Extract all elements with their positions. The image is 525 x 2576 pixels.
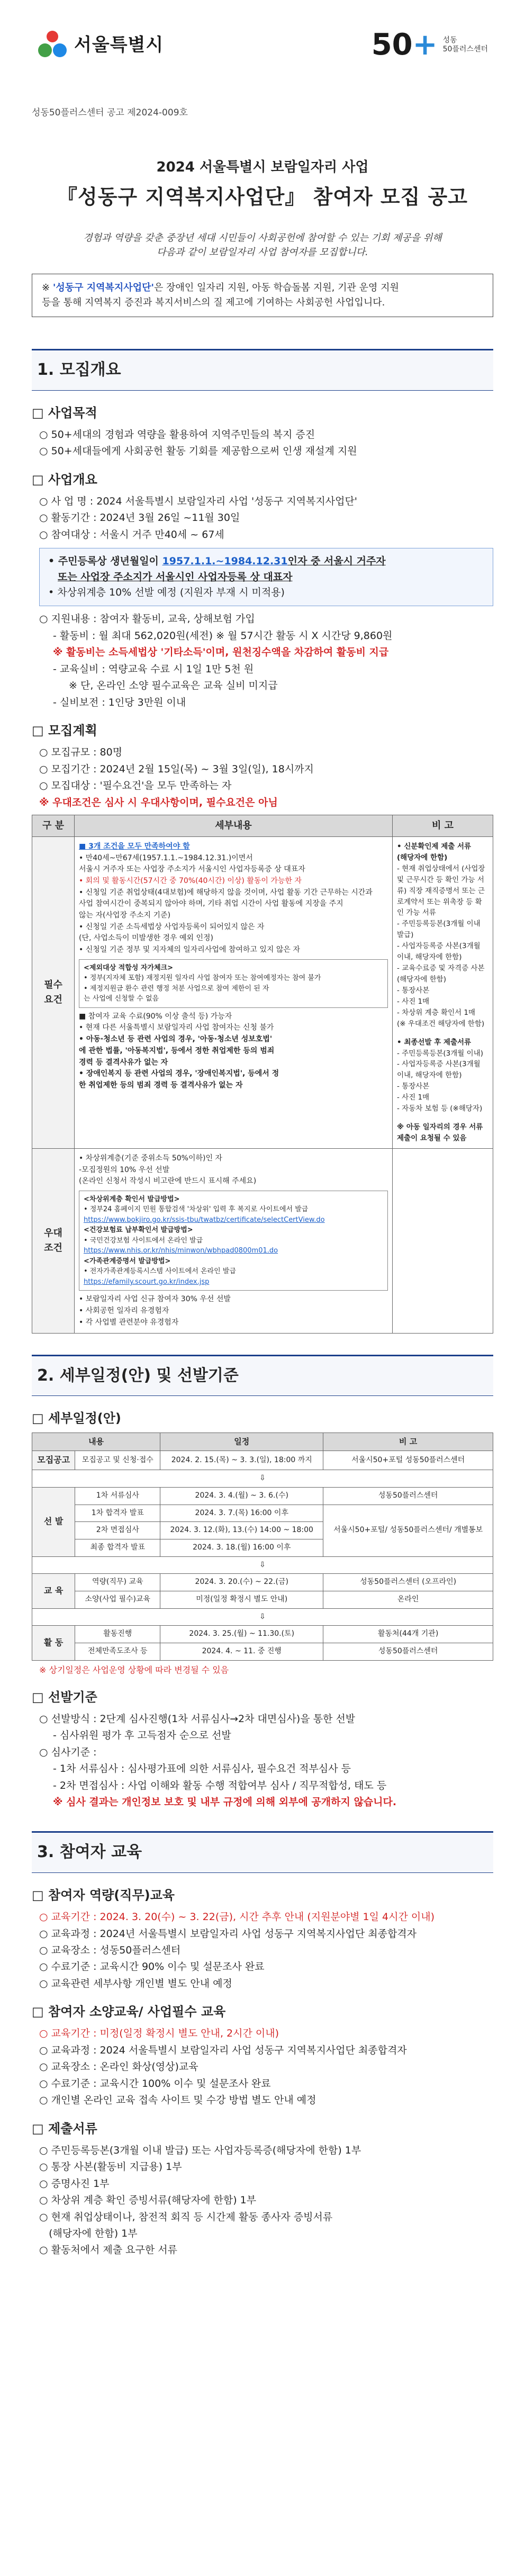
schedule-heading: □ 세부일정(안) <box>32 1411 121 1426</box>
overview-heading: □ 사업개요 <box>32 472 97 487</box>
program-summary-box: ※ '성동구 지역복지사업단'은 장애인 일자리 지원, 아동 학습돌봄 지원, 기관 운영 지원 등을 통해 지역복지 증진과 복지서비스의 질 제고에 기여하는 사회공헌 사업입니다. <box>32 274 493 317</box>
edu2-item: ○ 교육기간 : 미정(일정 확정시 별도 안내, 2시간 이내) <box>39 2028 279 2040</box>
docs-item: (해당자에 한함) 1부 <box>39 2228 138 2240</box>
fifty-plus-logo-mark: 50+ <box>371 27 438 62</box>
eligibility-row-required <box>32 836 493 1148</box>
recruit-warning: ※ 우대조건은 심사 시 우대사항이며, 필수요건은 아님 <box>39 796 278 808</box>
edu2-item: ○ 수료기준 : 교육시간 100% 이수 및 설문조사 완료 <box>39 2077 271 2089</box>
purpose-heading: □ 사업목적 <box>32 405 97 420</box>
bokjiro-link[interactable]: https://www.bokjiro.go.kr/ssis-tbu/twatbz/certificate/selectCertView.do <box>84 1215 325 1224</box>
seoul-logo-text: 서울특별시 <box>74 34 164 56</box>
table-row: 전체만족도조사 등 2024. 4. ~ 11. 중 진행 성동50플러스센터 <box>32 1643 493 1661</box>
edu1-item: ○ 수료기준 : 교육시간 90% 이수 및 설문조사 완료 <box>39 1961 265 1973</box>
support-item: ○ 지원내용 : 참여자 활동비, 교육, 상해보험 가입 <box>39 613 255 625</box>
criteria-item: ○ 선발방식 : 2단계 심사진행(1차 서류심사→2차 대면심사)을 통한 선발 <box>39 1713 356 1725</box>
fifty-plus-logo <box>372 22 488 68</box>
schedule-header-note: 비 고 <box>323 1433 493 1451</box>
criteria-warning: ※ 심사 결과는 개인정보 보호 및 내부 규정에 의해 외부에 공개하지 않습니다. <box>53 1796 397 1808</box>
seoul-logo <box>37 30 164 60</box>
seoul-logo-icon <box>37 30 68 60</box>
preferred-label: 우대 조건 <box>32 1148 75 1333</box>
recruit-item: ○ 모집기간 : 2024년 2월 15일(목) ~ 3월 3일(일), 18시까지 <box>39 763 314 775</box>
eligibility-header-note: 비 고 <box>393 815 493 837</box>
docs-item: ○ 활동처에서 제출 요구한 서류 <box>39 2244 177 2256</box>
self-check-box: <제외대상 적합성 자가체크> • 정부(지자체 포함) 재정지원 일자리 사업 참여자 또는 참여예정자는 참여 불가 • 제정지원금 환수 관련 행정 처분 사업으로 참여 제한이 된 자 는 사업에 신청할 수 없음 <box>79 959 388 1008</box>
section-1-title: 1. 모집개요 <box>32 349 493 391</box>
page-title: 『성동구 지역복지사업단』 참여자 모집 공고 <box>57 185 468 209</box>
schedule-header-date: 일정 <box>160 1433 323 1451</box>
purpose-item: ○ 50+세대들에게 사회공헌 활동 기회를 제공함으로써 인생 재설계 지원 <box>39 445 357 457</box>
criteria-item: ○ 심사기준 : <box>39 1746 97 1758</box>
edu2-item: ○ 개인별 온라인 교육 접속 사이트 및 수강 방법 별도 안내 예정 <box>39 2094 316 2106</box>
criteria-heading: □ 선발기준 <box>32 1689 97 1705</box>
document-guide-box: <차상위계층 확인서 발급방법> • 정부24 홈페이지 민원 통합검색 '차상위' 입력 후 복지로 사이트에서 발급 https://www.bokjiro.go.kr/ssis-tbu/twatbz/certificate/selectCertView.do <건강보험료 납부확인서 발급방법> • 국민건강보험 사이트에서 온라인 발급 https://www.nhis.or.kr/nhis/minwon/wbhpad0800m01.do <가족관계증명서 발급방법> • 전자가족관계등록시스템 사이트에서 온라인 발급 https://efamily.scourt.go.kr/index.jsp <box>79 1191 388 1291</box>
overview-item: ○ 사 업 명 : 2024 서울특별시 보람일자리 사업 '성동구 지역복지사업단' <box>39 495 358 507</box>
eligibility-header-detail: 세부내용 <box>75 815 393 837</box>
edu-cost-item: - 교육실비 : 역량교육 수료 시 1일 1만 5천 원 <box>53 663 254 675</box>
section-2-title: 2. 세부일정(안) 및 선발기준 <box>32 1355 493 1397</box>
meal-cost-item: - 실비보전 : 1인당 3만원 이내 <box>53 696 186 708</box>
table-row: 최종 합격자 발표 2024. 3. 18.(월) 16:00 이후 <box>32 1539 493 1557</box>
edu2-item: ○ 교육장소 : 온라인 화상(영상)교육 <box>39 2061 198 2073</box>
recruit-heading: □ 모집계획 <box>32 723 97 738</box>
docs-heading: □ 제출서류 <box>32 2121 97 2136</box>
docs-item: ○ 통장 사본(활동비 지급용) 1부 <box>39 2161 182 2173</box>
preferred-detail: • 차상위계층(기준 중위소득 50%이하)인 자 -모집정원의 10% 우선 선발 (온라인 신청서 작성시 비고란에 반드시 표시해 주세요) <차상위계층 확인서 발급방법> • 정부24 홈페이지 민원 통합검색 '차상위' 입력 후 복지로 사이트에서 발급 https://www.bokjiro.go.kr/ssis-tbu/twatbz/certificate/selectCertView.do <건강보험료 납부확인서 발급방법> • 국민건강보험 사이트에서 온라인 발급 https://www.nhis.or.kr/nhis/minwon/wbhpad0800m01.do <가족관계증명서 발급방법> • 전자가족관계등록시스템 사이트에서 온라인 발급 https://efamily.scourt.go.kr/index.jsp • 보람일자리 사업 신규 참여자 30% 우선 선발 • 사회공헌 일자리 유경험자 • 각 사업별 관련분야 유경험자 <box>75 1148 393 1333</box>
docs-item: ○ 주민등록등본(3개월 이내 발급) 또는 사업자등록증(해당자에 한함) 1부 <box>39 2144 361 2156</box>
edu2-item: ○ 교육과정 : 2024 서울특별시 보람일자리 사업 성동구 지역복지사업단 최종합격자 <box>39 2044 407 2056</box>
required-detail: ■ 3개 조건을 모두 만족하여야 함 • 만40세~만67세(1957.1.1.~1984.12.31.)이면서 서울시 거주자 또는 사업장 주소지가 서울시인 사업자등록증 상 대표자 • 회의 및 활동시간(57시간 중 70%(40시간) 이상) 활동이 가능한 자 • 신청일 기준 취업상태(4대보험)에 해당하지 않을 것이며, 사업 활동 기간 근무하는 시간과 사업 참여시간이 중복되지 않아야 하며, 기타 취업 시간이 사업 활동에 지장을 주지 않는 자(사업장 주소지 기준) • 신청일 기준 소득세법상 사업자등록이 되어있지 않은 자 (단, 사업소득이 미발생한 경우 예외 인정) • 신청일 기준 정부 및 지자체의 일자리사업에 참여하고 있지 않은 자 <제외대상 적합성 자가체크> • 정부(지자체 포함) 재정지원 일자리 사업 참여자 또는 참여예정자는 참여 불가 • 제정지원금 환수 관련 행정 처분 사업으로 참여 제한이 된 자 는 사업에 신청할 수 없음 ■ 참여자 교육 수료(90% 이상 출석 등) 가능자 • 현재 다른 서울특별시 보람일자리 사업 참여자는 신청 불가 • 아동·청소년 등 관련 사업의 경우, '아동·청소년 성보호법' 에 관한 법률, '아동복지법', 등에서 정한 취업제한 등의 범죄 경력 등 결격사유가 없는 자 • 장애인복지 등 관련 사업의 경우, '장애인복지법', 등에서 정 한 취업제한 등의 범죄 경력 등 결격사유가 없는 자 <box>75 836 393 1148</box>
eligibility-highlight-box: • 주민등록상 생년월일이 1957.1.1.~1984.12.31인자 중 서울시 거주자 또는 사업장 주소지가 서울시인 사업자등록 상 대표자 • 차상위계층 10% 선발 예정 (지원자 부재 시 미적용) <box>39 548 493 606</box>
table-row: 1차 합격자 발표 2024. 3. 7.(목) 16:00 이후 서울시50+포털/ 성동50플러스센터/ 개별통보 <box>32 1505 493 1522</box>
eligibility-row-preferred <box>32 1148 493 1333</box>
edu1-heading: □ 참여자 역량(직무)교육 <box>32 1887 175 1903</box>
edu1-item: ○ 교육과정 : 2024년 서울특별시 보람일자리 사업 성동구 지역복지사업단 최종합격자 <box>39 1928 417 1940</box>
edu-cost-note: ※ 단, 온라인 소양 필수교육은 교육 실비 미지급 <box>69 680 278 692</box>
pay-warning: ※ 활동비는 소득세법상 '기타소득'이며, 원천징수액을 차감하여 활동비 지급 <box>53 646 389 659</box>
recruit-item: ○ 모집대상 : '필수요건'을 모두 만족하는 자 <box>39 780 232 792</box>
nhis-link[interactable]: https://www.nhis.or.kr/nhis/minwon/wbhpad0800m01.do <box>84 1247 278 1255</box>
efamily-link[interactable]: https://efamily.scourt.go.kr/index.jsp <box>84 1277 210 1286</box>
header-logos <box>32 0 493 90</box>
edu1-item: ○ 교육관련 세부사항 개인별 별도 안내 예정 <box>39 1977 232 1989</box>
table-row: 2차 면접심사 2024. 3. 12.(화), 13.(수) 14:00 ~ 18:00 <box>32 1522 493 1539</box>
table-row: 활 동 활동진행 2024. 3. 25.(월) ~ 11.30.(토) 활동처(44개 기관) <box>32 1626 493 1643</box>
edu2-heading: □ 참여자 소양교육/ 사업필수 교육 <box>32 2004 226 2020</box>
docs-item: ○ 차상위 계층 확인 증빙서류(해당자에 한함) 1부 <box>39 2194 257 2206</box>
recruit-item: ○ 모집규모 : 80명 <box>39 746 123 759</box>
edu1-item: ○ 교육기간 : 2024. 3. 20(수) ~ 3. 22(금), 시간 추후 안내 (지원분야별 1일 4시간 이내) <box>39 1911 435 1923</box>
schedule-table: 내용 일정 비 고 모집공고 모집공고 및 신청·접수 2024. 2. 15.(목) ~ 3. 3.(일), 18:00 까지 서울시50+포털 성동50플러스센터 ⇩ 선 발 1차 서류심사 2024. 3. 4.(월) ~ 3. 6.(수) 성동50플러스센터 1차 합격자 발표 2024. 3. 7.(목) 16:00 이후 서울시50+포털/ 성동50플러스센터/ 개별통보 2차 면접심사 2024. 3. 12.(화), 13.(수) 14:00 ~ 18:00 최종 합격자 발표 2024. 3. 18.(월) 16:00 이후 ⇩ 교 육 역량(직무) 교육 2024. 3. 20.(수) ~ 22.(금) 성동50플러스센터 (오프라인) 소양(사업 필수)교육 미정(일정 확정시 별도 안내) 온라인 ⇩ 활 동 활동진행 2024. 3. 25.(월) ~ 11.30.(토) 활동처(44개 기관) 전체만족도조사 등 2024. 4. ~ 11. 중 진행 성동50플러스센터 <box>32 1433 493 1661</box>
docs-item: ○ 현재 취업상태이나, 참전적 회직 등 시간제 활동 종사자 증빙서류 <box>39 2211 333 2223</box>
table-row: 교 육 역량(직무) 교육 2024. 3. 20.(수) ~ 22.(금) 성동50플러스센터 (오프라인) <box>32 1574 493 1591</box>
edu1-item: ○ 교육장소 : 성동50플러스센터 <box>39 1944 181 1956</box>
section-3-title: 3. 참여자 교육 <box>32 1831 493 1873</box>
eligibility-table <box>32 815 493 1333</box>
required-label: 필수 요건 <box>32 836 75 1148</box>
intro-text: 경험과 역량을 갖춘 중장년 세대 시민들이 사회공헌에 참여할 수 있는 기회 제공을 위해 다음과 같이 보람일자리 사업 참여자를 모집합니다. <box>83 232 442 258</box>
criteria-item: - 2차 면접심사 : 사업 이해와 활동 수행 적합여부 심사 / 직무적합성, 태도 등 <box>53 1779 387 1791</box>
overview-item: ○ 참여대상 : 서울시 거주 만40세 ~ 67세 <box>39 528 224 541</box>
schedule-header-content: 내용 <box>32 1433 160 1451</box>
notice-number: 성동50플러스센터 공고 제2024-009호 <box>32 107 188 118</box>
table-row: 선 발 1차 서류심사 2024. 3. 4.(월) ~ 3. 6.(수) 성동50플러스센터 <box>32 1487 493 1505</box>
purpose-item: ○ 50+세대의 경험과 역량을 활용하여 지역주민들의 복지 증진 <box>39 428 315 440</box>
table-row: 소양(사업 필수)교육 미정(일정 확정시 별도 안내) 온라인 <box>32 1591 493 1609</box>
schedule-warning: ※ 상기일정은 사업운영 상황에 따라 변경될 수 있음 <box>39 1664 229 1675</box>
table-row: 모집공고 모집공고 및 신청·접수 2024. 2. 15.(목) ~ 3. 3.(일), 18:00 까지 서울시50+포털 성동50플러스센터 <box>32 1451 493 1470</box>
overview-item: ○ 활동기간 : 2024년 3월 26일 ~11월 30일 <box>39 512 240 524</box>
docs-item: ○ 증명사진 1부 <box>39 2177 110 2190</box>
preferred-note <box>393 1148 493 1333</box>
criteria-item: - 심사위원 평가 후 고득점자 순으로 선발 <box>53 1730 231 1742</box>
eligibility-header-category: 구 분 <box>32 815 75 837</box>
pay-item: - 활동비 : 월 최대 562,020원(세전) ※ 월 57시간 활동 시 X 시간당 9,860원 <box>53 629 393 642</box>
fifty-plus-logo-text: 성동 50플러스센터 <box>442 36 488 53</box>
criteria-item: - 1차 서류심사 : 심사평가표에 의한 서류심사, 필수요건 적부심사 등 <box>53 1763 351 1775</box>
page-subtitle: 2024 서울특별시 보람일자리 사업 <box>156 159 369 176</box>
required-note: • 신분확인제 제출 서류 (해당자에 한함) - 현재 취업상태에서 (사업장 및 근무시간 등 확인 가능 서류) 직장 재직증명서 또는 근로계약서 또는 위촉장 등 확인 가능 서류 - 주민등록등본(3개월 이내 발급) - 사업자등록증 사본(3개월 이내, 해당자에 한함) - 교육수료증 및 자격증 사본(해당자에 한함) - 통장사본 - 사진 1매 - 차상위 계층 확인서 1매 (※ 우대조건 해당자에 한함) • 최종선발 후 제출서류 - 주민등록등본(3개월 이내) - 사업자등록증 사본(3개월 이내, 해당자에 한함) - 통장사본 - 사진 1매 - 자동차 보험 등 (※해당자) ※ 아동 일자리의 경우 서류 제출이 요청될 수 있음 <box>393 836 493 1148</box>
